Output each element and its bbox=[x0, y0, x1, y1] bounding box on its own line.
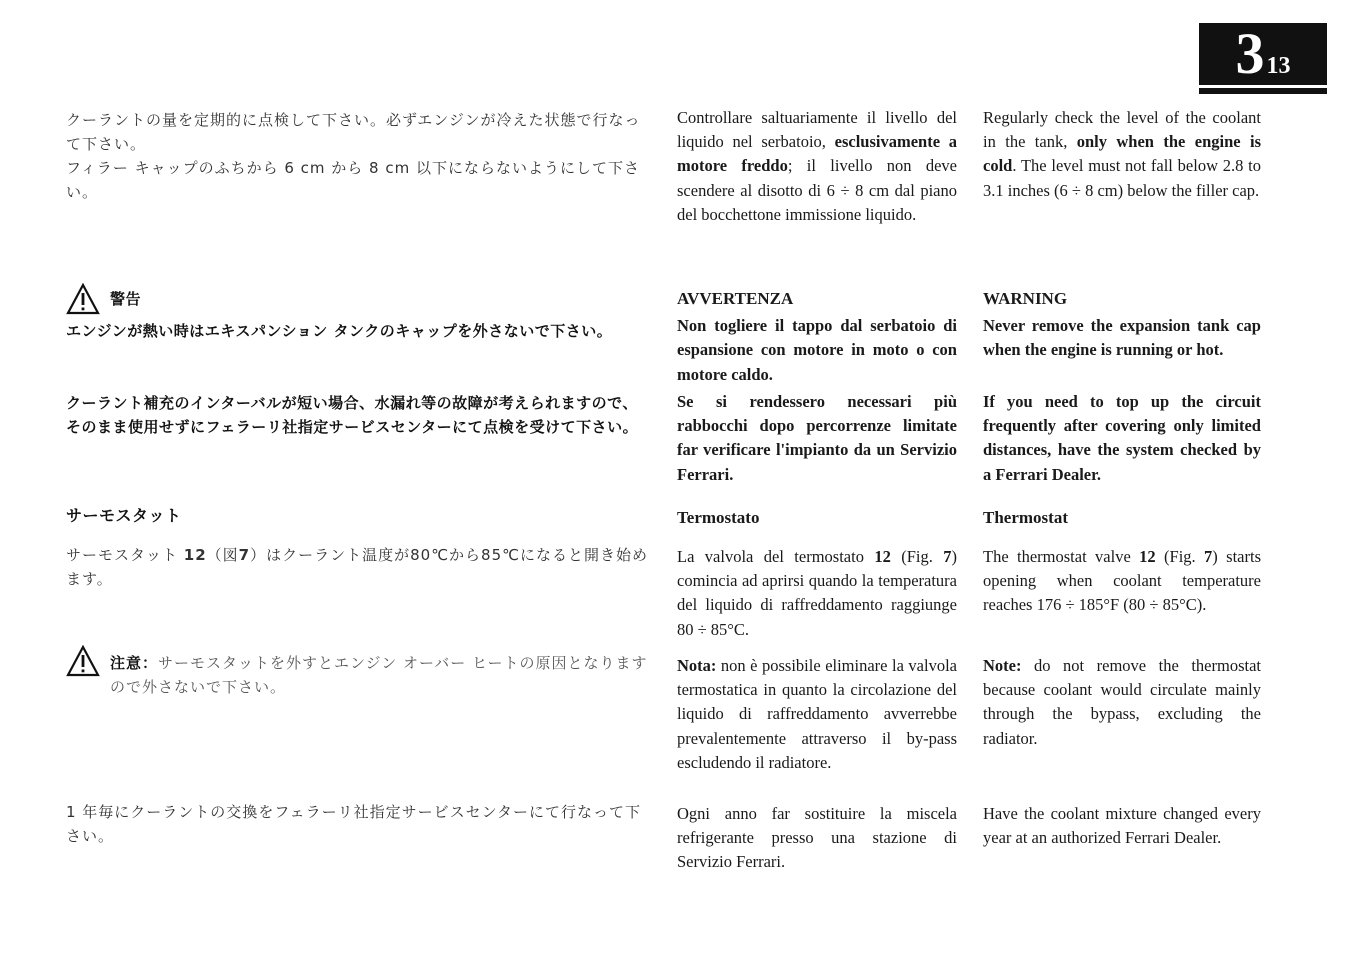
text-run: (Fig. bbox=[890, 547, 944, 566]
note-jp-label: 注意： bbox=[110, 654, 159, 672]
warning-en bbox=[983, 287, 1261, 363]
text-run: サーモスタット bbox=[66, 546, 184, 564]
text-run: （図 bbox=[206, 546, 239, 564]
warning-it-title: AVVERTENZA bbox=[677, 289, 794, 308]
emphasis: 12 bbox=[874, 547, 891, 566]
note-jp-row bbox=[66, 645, 652, 699]
note-jp bbox=[66, 645, 652, 699]
emphasis: only when the engine is cold bbox=[983, 132, 1261, 176]
replace-it: Ogni anno far sostituire la miscela refrigerante presso una stazione di Servizio Ferrari. bbox=[677, 804, 957, 872]
text-run: Regularly check the level of the coolant in the tank, bbox=[983, 108, 1261, 152]
warning-it-text: Non togliere il tappo dal serbatoio di espansione con motore in moto o con motore caldo. bbox=[677, 316, 957, 384]
top-up-jp: クーラント補充のインターバルが短い場合、水漏れ等の故障が考えられますので、そのまま使用せずにフェラーリ社指定サービスセンターにて点検を受けて下さい。 bbox=[66, 394, 639, 436]
text-run: . The level must not fall below 2.8 to 3.1 inches (6 ÷ 8 cm) below the filler cap. bbox=[983, 156, 1261, 200]
top-up-it: Se si rendessero necessari più rabbocchi dopo percorrenze limitate far verificare l'impianto da un Servizio Ferrari. bbox=[677, 392, 957, 484]
warning-it bbox=[677, 287, 957, 387]
text-run: (Fig. bbox=[1155, 547, 1205, 566]
text-run: La valvola del termostato bbox=[677, 547, 875, 566]
warning-triangle-icon bbox=[66, 283, 100, 315]
replace-jp: 1 年毎にクーラントの交換をフェラーリ社指定サービスセンターにて行なって下さい。 bbox=[66, 803, 641, 845]
note-jp-text: サーモスタットを外すとエンジン オーバー ヒートの原因となりますので外さないで下さい。 bbox=[110, 654, 648, 696]
thermostat-en-heading: Thermostat bbox=[983, 508, 1068, 527]
page-number: 13 bbox=[1266, 53, 1291, 79]
emphasis: 7 bbox=[943, 547, 952, 566]
text-run: Controllare saltuariamente il livello del liquido nel serbatoio, bbox=[677, 108, 957, 152]
emphasis: 7 bbox=[1204, 547, 1213, 566]
note-it-label: Nota: bbox=[677, 656, 717, 675]
section-badge bbox=[1199, 23, 1327, 85]
warning-en-text: Never remove the expansion tank cap when the engine is running or hot. bbox=[983, 316, 1261, 360]
coolant-check-jp-line2: フィラー キャップのふちから 6 cm から 8 cm 以下にならないようにして下さい。 bbox=[66, 159, 640, 201]
chapter-number: 3 bbox=[1235, 21, 1265, 86]
coolant-check-jp-line1: クーラントの量を定期的に点検して下さい。必ずエンジンが冷えた状態で行なって下さい。 bbox=[66, 111, 641, 153]
emphasis: 12 bbox=[1139, 547, 1156, 566]
emphasis: 7 bbox=[238, 546, 251, 564]
note-jp-content bbox=[110, 645, 652, 699]
thermostat-it-heading: Termostato bbox=[677, 508, 760, 527]
thermostat-en bbox=[983, 545, 1261, 618]
caution-triangle-icon bbox=[66, 645, 100, 677]
warning-jp bbox=[66, 283, 652, 343]
note-en-label: Note: bbox=[983, 656, 1022, 675]
emphasis: 12 bbox=[183, 546, 207, 564]
badge-underline bbox=[1199, 88, 1327, 94]
text-run: ) comincia ad aprirsi quando la temperatura del liquido di raffreddamento raggiunge 80 ÷ 85°C. bbox=[677, 547, 957, 639]
text-run: ）はクーラント温度が80℃から85℃になると開き始めます。 bbox=[66, 546, 648, 588]
thermostat-jp-heading: サーモスタット bbox=[66, 506, 182, 525]
note-it bbox=[677, 654, 957, 775]
emphasis: esclusivamente a motore freddo bbox=[677, 132, 957, 176]
text-run: The thermostat valve bbox=[983, 547, 1140, 566]
text-run: ) starts opening when coolant temperature reaches 176 ÷ 185°F (80 ÷ 85°C). bbox=[983, 547, 1261, 615]
note-en-text: do not remove the thermostat because coolant would circulate mainly through the bypass, excluding the radiator. bbox=[983, 656, 1261, 748]
replace-en: Have the coolant mixture changed every year at an authorized Ferrari Dealer. bbox=[983, 804, 1261, 848]
warning-jp-text: エンジンが熱い時はエキスパンション タンクのキャップを外さないで下さい。 bbox=[66, 322, 613, 340]
coolant-check-en bbox=[983, 106, 1261, 203]
coolant-check-jp bbox=[66, 108, 652, 204]
note-it-text: non è possibile eliminare la valvola termostatica in quanto la circolazione del liquido di raffreddamento avverrebbe prevalentemente attraverso il by-pass escludendo il radiatore. bbox=[677, 656, 957, 772]
thermostat-it bbox=[677, 545, 957, 642]
text-run: ; il livello non deve scendere al disotto di 6 ÷ 8 cm dal piano del bocchettone immissione liquido. bbox=[677, 156, 957, 224]
coolant-check-it bbox=[677, 106, 957, 227]
warning-en-title: WARNING bbox=[983, 289, 1068, 308]
thermostat-jp bbox=[66, 543, 652, 591]
top-up-en: If you need to top up the circuit frequently after covering only limited distances, have the system checked by a Ferrari Dealer. bbox=[983, 392, 1261, 484]
note-en bbox=[983, 654, 1261, 751]
warning-jp-title: 警告 bbox=[110, 290, 142, 308]
warning-jp-title-row bbox=[66, 283, 652, 315]
